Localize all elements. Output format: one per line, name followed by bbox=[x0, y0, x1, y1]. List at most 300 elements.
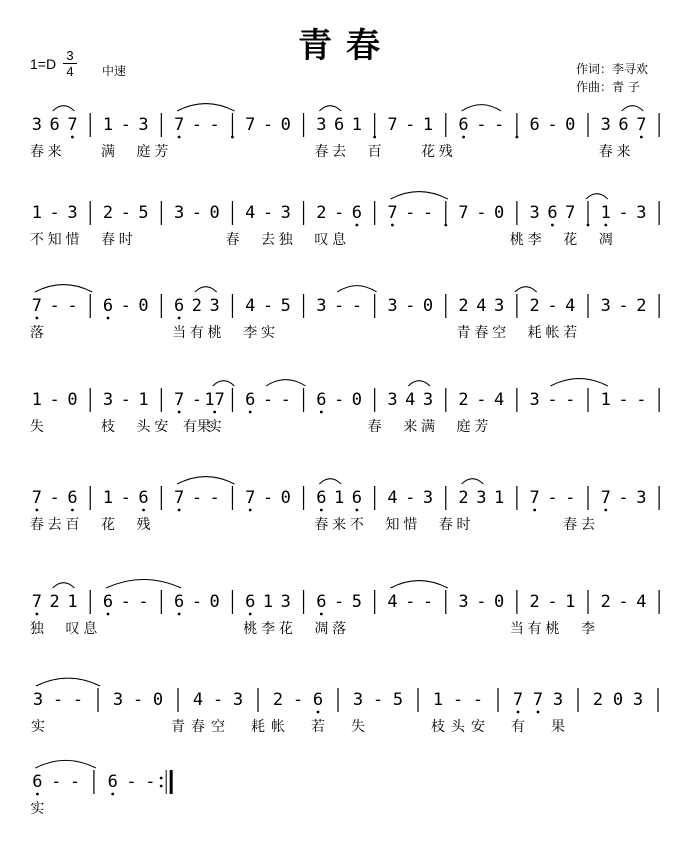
octave-dot bbox=[249, 411, 252, 414]
note: 7 bbox=[173, 115, 185, 135]
note: 3 bbox=[138, 115, 149, 135]
note: 3 bbox=[636, 203, 647, 223]
dash-extension: - bbox=[262, 390, 274, 410]
dash-extension: - bbox=[49, 488, 60, 508]
lyric: 李 bbox=[581, 621, 595, 637]
tie-arc bbox=[462, 105, 502, 111]
note: 0 bbox=[209, 203, 220, 223]
dash-extension: - bbox=[212, 690, 224, 710]
note: 5 bbox=[280, 296, 291, 316]
note: 4 bbox=[245, 203, 256, 223]
tie-arc bbox=[622, 106, 644, 111]
lyric: 惜 bbox=[65, 232, 80, 248]
note: 1 bbox=[565, 592, 576, 612]
lyric: 凋 bbox=[314, 621, 329, 637]
note: 6 bbox=[547, 203, 558, 223]
note: 6 bbox=[333, 115, 345, 135]
octave-dot bbox=[178, 613, 181, 616]
dash-extension: - bbox=[145, 772, 156, 792]
dash-extension: - bbox=[547, 390, 558, 410]
note: 0 bbox=[209, 592, 220, 612]
note: 7 bbox=[245, 115, 256, 135]
lyric: 春 bbox=[438, 517, 453, 533]
dash-extension: - bbox=[476, 115, 487, 135]
lyric: 凋 bbox=[598, 232, 613, 248]
note: 1 bbox=[422, 115, 434, 135]
note: 3 bbox=[352, 690, 364, 710]
note: 3 bbox=[31, 115, 43, 135]
dash-extension: - bbox=[280, 390, 291, 410]
octave-dot bbox=[178, 136, 181, 139]
lyric: 实 bbox=[207, 419, 222, 435]
note: 3 bbox=[529, 390, 540, 410]
octave-dot bbox=[317, 711, 320, 714]
dash-extension: - bbox=[72, 690, 84, 710]
note: 6 bbox=[49, 115, 60, 135]
dash-extension: - bbox=[351, 296, 363, 316]
note: 6 bbox=[351, 203, 363, 223]
note: 1 bbox=[138, 390, 149, 410]
octave-dot bbox=[249, 613, 252, 616]
octave-dot bbox=[391, 224, 394, 227]
note: 7 bbox=[458, 203, 469, 223]
octave-dot bbox=[462, 136, 465, 139]
tie-arc bbox=[266, 380, 306, 386]
note: 1 bbox=[102, 115, 114, 135]
lyric: 春 bbox=[29, 144, 44, 160]
tie-arc bbox=[515, 287, 537, 292]
lyric: 芳 bbox=[474, 419, 489, 435]
note: 3 bbox=[632, 690, 644, 710]
lyric: 百 bbox=[65, 517, 80, 533]
dash-extension: - bbox=[191, 115, 203, 135]
octave-dot bbox=[249, 509, 252, 512]
lyric: 时 bbox=[456, 517, 471, 533]
lyric: 庭 bbox=[136, 144, 151, 160]
note: 6 bbox=[316, 390, 327, 410]
lyric: 来 bbox=[403, 419, 418, 435]
tie-arc bbox=[195, 287, 217, 292]
lyric: 满 bbox=[421, 419, 435, 435]
lyric: 空 bbox=[492, 325, 507, 341]
lyric: 耗 bbox=[527, 325, 542, 341]
lyric: 有 bbox=[189, 325, 204, 341]
lyric: 桃 bbox=[509, 232, 524, 248]
dash-extension: - bbox=[405, 592, 416, 612]
note: 2 bbox=[458, 488, 469, 508]
octave-dot bbox=[178, 411, 181, 414]
octave-dot bbox=[107, 317, 110, 320]
note: 17 bbox=[204, 390, 225, 410]
note: 7 bbox=[173, 390, 185, 410]
note: 4 bbox=[245, 296, 256, 316]
dash-extension: - bbox=[333, 296, 345, 316]
octave-dot bbox=[533, 509, 536, 512]
dash-extension: - bbox=[636, 390, 647, 410]
lyric: 来 bbox=[616, 144, 631, 160]
dash-extension: - bbox=[405, 296, 416, 316]
octave-dot bbox=[107, 613, 110, 616]
dash-extension: - bbox=[547, 592, 558, 612]
note: 6 bbox=[316, 592, 327, 612]
lyric: 有果 bbox=[182, 419, 211, 435]
dash-extension: - bbox=[618, 390, 629, 410]
lyric: 实 bbox=[31, 719, 45, 735]
note: 6 bbox=[351, 488, 363, 508]
note: 3 bbox=[552, 690, 564, 710]
dash-extension: - bbox=[262, 203, 274, 223]
note: 4 bbox=[493, 390, 505, 410]
lyric: 李 bbox=[261, 621, 275, 637]
dash-extension: - bbox=[67, 296, 78, 316]
note: 7 bbox=[173, 488, 185, 508]
dash-extension: - bbox=[49, 390, 60, 410]
octave-dot bbox=[604, 509, 607, 512]
lyric: 春 bbox=[563, 517, 578, 533]
dash-extension: - bbox=[618, 592, 629, 612]
lyric: 帐 bbox=[271, 719, 285, 735]
note: 3 bbox=[387, 296, 398, 316]
note: 0 bbox=[67, 390, 78, 410]
lyric: 残 bbox=[438, 144, 453, 160]
note: 2 bbox=[636, 296, 647, 316]
tie-arc bbox=[586, 194, 608, 199]
note: 2 bbox=[592, 690, 604, 710]
lyric: 春 bbox=[29, 517, 44, 533]
lyric: 去 bbox=[47, 517, 62, 533]
dash-extension: - bbox=[69, 772, 81, 792]
octave-dot bbox=[515, 136, 518, 139]
note: 2 bbox=[272, 690, 284, 710]
dash-extension: - bbox=[333, 203, 345, 223]
lyric: 花 bbox=[421, 144, 435, 160]
note: 6 bbox=[102, 296, 114, 316]
lyric: 春 bbox=[101, 232, 115, 248]
lyric: 知 bbox=[385, 517, 400, 533]
note: 2 bbox=[529, 296, 540, 316]
dash-extension: - bbox=[126, 772, 137, 792]
tie-arc bbox=[390, 192, 447, 199]
lyric: 若 bbox=[563, 325, 578, 341]
note: 1 bbox=[493, 488, 505, 508]
dash-extension: - bbox=[372, 690, 384, 710]
octave-dot bbox=[71, 136, 74, 139]
note: 4 bbox=[565, 296, 576, 316]
note: 6 bbox=[316, 488, 327, 508]
note: 2 bbox=[600, 592, 611, 612]
note: 6 bbox=[245, 390, 256, 410]
note: 1 bbox=[600, 390, 611, 410]
note: 7 bbox=[245, 488, 256, 508]
dash-extension: - bbox=[476, 203, 487, 223]
note: 7 bbox=[565, 203, 576, 223]
lyric: 叹 bbox=[65, 621, 80, 637]
octave-dot bbox=[517, 711, 520, 714]
dash-extension: - bbox=[547, 296, 558, 316]
dash-extension: - bbox=[138, 592, 149, 612]
note: 0 bbox=[493, 203, 505, 223]
octave-dot bbox=[213, 411, 216, 414]
note: 1 bbox=[31, 390, 43, 410]
lyric: 独 bbox=[278, 232, 293, 248]
lyric: 去 bbox=[261, 232, 275, 248]
lyric: 息 bbox=[332, 232, 347, 248]
lyric: 不 bbox=[29, 232, 44, 248]
note: 7 bbox=[387, 115, 398, 135]
lyric: 息 bbox=[83, 621, 98, 637]
note: 3 bbox=[232, 690, 244, 710]
lyric: 有 bbox=[511, 719, 525, 735]
lyric: 耗 bbox=[251, 719, 265, 735]
dash-extension: - bbox=[547, 115, 558, 135]
dash-extension: - bbox=[472, 690, 484, 710]
dash-extension: - bbox=[547, 488, 558, 508]
dash-extension: - bbox=[262, 488, 274, 508]
dash-extension: - bbox=[191, 488, 203, 508]
lyric: 桃 bbox=[243, 621, 258, 637]
note: 0 bbox=[565, 115, 576, 135]
dash-extension: - bbox=[493, 115, 505, 135]
lyric: 安 bbox=[471, 719, 485, 735]
repeat-dot bbox=[160, 777, 163, 780]
octave-dot bbox=[71, 509, 74, 512]
lyric: 芳 bbox=[154, 144, 169, 160]
octave-dot bbox=[320, 613, 323, 616]
note: 6 bbox=[529, 115, 540, 135]
note: 3 bbox=[280, 592, 291, 612]
tie-arc bbox=[213, 381, 235, 386]
lyric: 枝 bbox=[431, 719, 445, 735]
lyric: 桃 bbox=[545, 621, 560, 637]
lyric: 时 bbox=[118, 232, 133, 248]
note: 4 bbox=[192, 690, 204, 710]
lyric: 叹 bbox=[314, 232, 329, 248]
note: 3 bbox=[636, 488, 647, 508]
octave-dot bbox=[178, 317, 181, 320]
note: 1 bbox=[333, 488, 345, 508]
note: 1 bbox=[351, 115, 363, 135]
dash-extension: - bbox=[209, 488, 220, 508]
lyric: 落 bbox=[29, 325, 44, 341]
tie-arc bbox=[319, 479, 341, 484]
dash-extension: - bbox=[618, 488, 629, 508]
lyric: 枝 bbox=[101, 419, 115, 435]
tie-arc bbox=[36, 678, 100, 686]
note: 2 bbox=[102, 203, 114, 223]
tie-arc bbox=[35, 760, 95, 768]
lyric: 春 bbox=[225, 232, 240, 248]
lyric: 春 bbox=[191, 719, 205, 735]
octave-dot bbox=[551, 224, 554, 227]
dash-extension: - bbox=[49, 296, 60, 316]
lyric: 果 bbox=[551, 719, 565, 735]
note: 7 bbox=[529, 488, 540, 508]
dash-extension: - bbox=[452, 690, 464, 710]
lyric: 百 bbox=[367, 144, 382, 160]
note: 6 bbox=[32, 772, 43, 792]
note: 3 bbox=[600, 296, 611, 316]
note: 6 bbox=[107, 772, 118, 792]
dash-extension: - bbox=[120, 390, 131, 410]
lyric: 失 bbox=[29, 419, 44, 435]
octave-dot bbox=[178, 509, 181, 512]
repeat-dot bbox=[160, 785, 163, 788]
note: 3 bbox=[476, 488, 487, 508]
note: 7 bbox=[31, 592, 43, 612]
note: 6 bbox=[245, 592, 256, 612]
lyric: 桃 bbox=[207, 325, 222, 341]
lyric: 帐 bbox=[545, 325, 560, 341]
dash-extension: - bbox=[405, 115, 416, 135]
lyric: 残 bbox=[136, 517, 151, 533]
dash-extension: - bbox=[405, 203, 416, 223]
note: 3 bbox=[112, 690, 124, 710]
note: 2 bbox=[529, 592, 540, 612]
lyric: 去 bbox=[581, 517, 595, 533]
note: 0 bbox=[138, 296, 149, 316]
note: 6 bbox=[67, 488, 78, 508]
note: 1 bbox=[600, 203, 611, 223]
dash-extension: - bbox=[132, 690, 144, 710]
note: 6 bbox=[312, 690, 324, 710]
octave-dot bbox=[35, 317, 38, 320]
note: 3 bbox=[209, 296, 220, 316]
note: 7 bbox=[600, 488, 611, 508]
lyric: 来 bbox=[47, 144, 62, 160]
note: 6 bbox=[138, 488, 149, 508]
note: 7 bbox=[512, 690, 524, 710]
lyric: 知 bbox=[47, 232, 62, 248]
lyric: 李 bbox=[527, 232, 542, 248]
tie-arc bbox=[550, 379, 607, 386]
note: 3 bbox=[422, 488, 434, 508]
dash-extension: - bbox=[333, 390, 345, 410]
octave-dot bbox=[640, 136, 643, 139]
lyric: 满 bbox=[101, 144, 115, 160]
octave-dot bbox=[355, 224, 358, 227]
dash-extension: - bbox=[262, 296, 274, 316]
note: 6 bbox=[173, 296, 185, 316]
note: 6 bbox=[618, 115, 629, 135]
dash-extension: - bbox=[618, 203, 629, 223]
note: 3 bbox=[458, 592, 469, 612]
note: 4 bbox=[636, 592, 647, 612]
dash-extension: - bbox=[120, 592, 131, 612]
note: 1 bbox=[67, 592, 78, 612]
lyric: 安 bbox=[154, 419, 169, 435]
note: 0 bbox=[612, 690, 624, 710]
lyric: 春 bbox=[314, 517, 329, 533]
note: 3 bbox=[316, 296, 327, 316]
dash-extension: - bbox=[52, 690, 64, 710]
octave-dot bbox=[444, 224, 447, 227]
tie-arc bbox=[390, 581, 447, 588]
note: 2 bbox=[458, 390, 469, 410]
dash-extension: - bbox=[51, 772, 62, 792]
lyric: 春 bbox=[367, 419, 382, 435]
note: 6 bbox=[102, 592, 114, 612]
octave-dot bbox=[320, 411, 323, 414]
note: 1 bbox=[262, 592, 274, 612]
note: 3 bbox=[493, 296, 505, 316]
lyric: 春 bbox=[598, 144, 613, 160]
note: 3 bbox=[67, 203, 78, 223]
octave-dot bbox=[373, 136, 376, 139]
lyric: 青 bbox=[456, 325, 471, 341]
dash-extension: - bbox=[262, 115, 274, 135]
note: 3 bbox=[600, 115, 611, 135]
dash-extension: - bbox=[422, 203, 434, 223]
tie-arc bbox=[462, 479, 484, 484]
octave-dot bbox=[355, 509, 358, 512]
dash-extension: - bbox=[422, 592, 434, 612]
lyric: 头 bbox=[451, 719, 465, 735]
note: 2 bbox=[316, 203, 327, 223]
note: 4 bbox=[476, 296, 487, 316]
note: 4 bbox=[405, 390, 416, 410]
lyric: 落 bbox=[332, 621, 347, 637]
lyric: 来 bbox=[332, 517, 347, 533]
note: 3 bbox=[422, 390, 434, 410]
lyric: 不 bbox=[349, 517, 364, 533]
octave-dot bbox=[537, 711, 540, 714]
octave-dot bbox=[35, 509, 38, 512]
note: 5 bbox=[351, 592, 363, 612]
note: 3 bbox=[102, 390, 114, 410]
time-signature-top: 3 bbox=[66, 48, 74, 63]
note: 3 bbox=[387, 390, 398, 410]
lyric: 春 bbox=[314, 144, 329, 160]
dash-extension: - bbox=[618, 296, 629, 316]
note: 1 bbox=[102, 488, 114, 508]
octave-dot bbox=[142, 509, 145, 512]
octave-dot bbox=[111, 793, 114, 796]
dash-extension: - bbox=[120, 296, 131, 316]
tie-arc bbox=[177, 104, 234, 111]
dash-extension: - bbox=[476, 592, 487, 612]
lyric: 实 bbox=[261, 325, 275, 341]
note: 7 bbox=[67, 115, 78, 135]
dash-extension: - bbox=[565, 390, 576, 410]
note: 0 bbox=[152, 690, 164, 710]
octave-dot bbox=[35, 613, 38, 616]
octave-dot bbox=[587, 224, 590, 227]
lyric: 实 bbox=[30, 801, 45, 817]
key-signature: 1=D bbox=[30, 56, 57, 72]
note: 3 bbox=[32, 690, 44, 710]
note: 0 bbox=[280, 488, 291, 508]
note: 6 bbox=[458, 115, 469, 135]
tie-arc bbox=[53, 583, 75, 588]
note: 7 bbox=[31, 296, 43, 316]
note: 7 bbox=[387, 203, 398, 223]
lyric: 庭 bbox=[456, 419, 471, 435]
dash-extension: - bbox=[209, 115, 220, 135]
dash-extension: - bbox=[565, 488, 576, 508]
note: 1 bbox=[31, 203, 43, 223]
note: 5 bbox=[392, 690, 404, 710]
lyric: 青 bbox=[171, 719, 185, 735]
lyric: 失 bbox=[351, 719, 365, 735]
note: 5 bbox=[138, 203, 149, 223]
lyric: 头 bbox=[136, 419, 151, 435]
tempo-marking: 中速 bbox=[102, 64, 127, 78]
lyricist-credit: 作词：李寻欢 bbox=[576, 62, 649, 76]
tie-arc bbox=[408, 381, 430, 386]
note: 2 bbox=[458, 296, 469, 316]
lyric: 春 bbox=[474, 325, 489, 341]
lyric: 花 bbox=[101, 517, 115, 533]
